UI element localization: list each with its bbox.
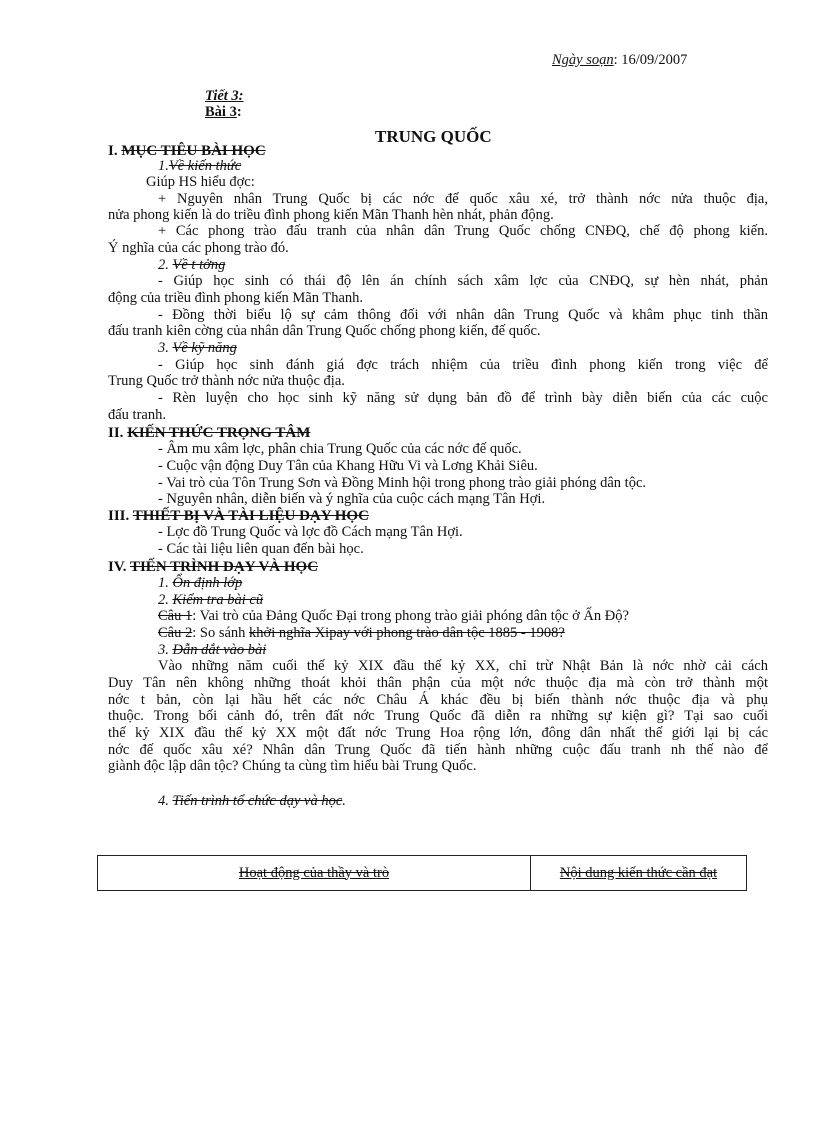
intro-paragraph-line: nớc đế quốc xâu xé? Nhân dân Trung Quốc đã tiến hành những cuộc đấu tranh nh thế nào để bbox=[108, 742, 768, 758]
s1-sub1-title: Về kiến thức bbox=[168, 158, 242, 174]
s4-sub4-end: . bbox=[342, 793, 346, 809]
table-col-teacher-student bbox=[98, 856, 531, 890]
lesson-bai bbox=[205, 104, 242, 121]
table-col1-label: Hoạt động của thầy và trò bbox=[238, 864, 390, 881]
s4-sub4-title: Tiến trình tổ chức dạy và học bbox=[172, 793, 343, 809]
s2-item: - Nguyên nhân, diễn biến và ý nghĩa của cuộc cách mạng Tân Hợi. bbox=[158, 491, 546, 507]
s1-p1a: + Nguyên nhân Trung Quốc bị các nớc đế quốc xâu xé, trở thành nớc nửa thuộc địa, bbox=[158, 191, 768, 207]
s4-sub2-title: Kiểm tra bài cũ bbox=[172, 592, 264, 608]
section-3-number: III. bbox=[108, 508, 133, 524]
s1-sub2-num: 2. bbox=[158, 257, 173, 273]
section-1-title: MỤC TIÊU BÀI HỌC bbox=[121, 143, 266, 159]
s1-p2b: Ý nghĩa của các phong trào đó. bbox=[108, 240, 289, 256]
section-4-title: TIẾN TRÌNH DẠY VÀ HỌC bbox=[129, 559, 319, 575]
s1-p6a: - Rèn luyện cho học sinh kỹ năng sử dụng bản đồ để trình bày diễn biến của các cuộc bbox=[158, 390, 768, 406]
intro-paragraph-line: Duy Tân nên không những thoát khỏi thân phận của một nớc thuộc địa mà còn trở thành một bbox=[108, 675, 768, 691]
intro-paragraph-line: nớc t bản, còn lại hầu hết các nớc Châu Á khác đều bị biến thành nớc thuộc địa và phụ bbox=[108, 692, 768, 708]
s1-sub3-title: Về kỹ năng bbox=[172, 340, 237, 356]
s1-p4a: - Đồng thời biểu lộ sự cảm thông đối với nhân dân Trung Quốc và khâm phục tinh thần bbox=[158, 307, 768, 323]
s1-p2a: + Các phong trào đấu tranh của nhân dân Trung Quốc chống CNĐQ, chế độ phong kiến. bbox=[158, 223, 768, 239]
s1-sub2 bbox=[158, 257, 225, 274]
s2-item: - Âm mu xâm lợc, phân chia Trung Quốc của các nớc đế quốc. bbox=[158, 441, 522, 457]
question-2-text: : So sánh bbox=[192, 625, 250, 641]
s1-p3b: động của triều đình phong kiến Mãn Thanh. bbox=[108, 290, 364, 306]
s1-p3a: - Giúp học sinh có thái độ lên án chính sách xâm lợc của CNĐQ, sự hèn nhát, phản bbox=[158, 273, 768, 289]
question-1-label: Câu 1 bbox=[158, 608, 193, 624]
s1-p5b: Trung Quốc trở thành nớc nửa thuộc địa. bbox=[108, 373, 345, 389]
s2-item: - Vai trò của Tôn Trung Sơn và Đồng Minh hội trong phong trào giải phóng dân tộc. bbox=[158, 475, 647, 491]
section-2-number: II. bbox=[108, 425, 128, 441]
section-4-number: IV. bbox=[108, 559, 130, 575]
s4-sub4 bbox=[158, 793, 346, 810]
question-1 bbox=[158, 608, 629, 625]
table-col2-label: Nội dung kiến thức cần đạt bbox=[559, 864, 718, 881]
question-1-text: : Vai trò của Đảng Quốc Đại trong phong trào giải phóng dân tộc ở Ấn Độ? bbox=[192, 608, 629, 624]
section-2-title: KIẾN THỨC TRỌNG TÂM bbox=[127, 425, 311, 441]
s4-sub3-num: 3. bbox=[158, 642, 173, 658]
s3-item: - Các tài liệu liên quan đến bài học. bbox=[158, 541, 364, 557]
table-col-knowledge bbox=[531, 856, 746, 890]
intro-paragraph-line: Vào những năm cuối thế kỷ XIX đầu thế kỷ XX, chỉ trừ Nhật Bản là nớc nhờ cải cách bbox=[158, 658, 768, 674]
s4-sub3-title: Dẫn dắt vào bài bbox=[172, 642, 267, 658]
question-2-label: Câu 2 bbox=[158, 625, 193, 641]
date-label: Ngày soạn bbox=[552, 52, 614, 68]
lesson-bai-label: Bài 3 bbox=[205, 104, 237, 120]
s1-p6b: đấu tranh. bbox=[108, 407, 166, 423]
question-2 bbox=[158, 625, 565, 642]
s1-sub2-title: Về t tởng bbox=[172, 257, 226, 273]
s4-sub2 bbox=[158, 592, 263, 609]
lesson-bai-colon: : bbox=[236, 104, 242, 120]
s1-sub3 bbox=[158, 340, 237, 357]
section-4-heading bbox=[108, 559, 318, 576]
s4-sub1-num: 1. bbox=[158, 575, 173, 591]
intro-paragraph-line: giành độc lập dân tộc? Chúng ta cùng tìm hiểu bài Trung Quốc. bbox=[108, 758, 477, 774]
question-2-struck: khởi nghĩa Xipay với phong trào dân tộc 1885 - 1908? bbox=[249, 625, 565, 641]
section-1-number: I. bbox=[108, 143, 122, 159]
s2-item: - Cuộc vận động Duy Tân của Khang Hữu Vi và Lơng Khải Siêu. bbox=[158, 458, 538, 474]
section-2-heading bbox=[108, 425, 310, 442]
s4-sub3 bbox=[158, 642, 266, 659]
s1-sub1 bbox=[158, 158, 241, 175]
s1-sub1-num: 1. bbox=[158, 158, 169, 174]
date-line bbox=[552, 52, 687, 69]
section-3-title: THIẾT BỊ VÀ TÀI LIỆU DẠY HỌC bbox=[132, 508, 369, 524]
s3-item: - Lợc đồ Trung Quốc và lợc đồ Cách mạng Tân Hợi. bbox=[158, 524, 463, 540]
section-3-heading bbox=[108, 508, 369, 525]
s1-p4b: đấu tranh kiên cờng của nhân dân Trung Quốc chống phong kiến, đế quốc. bbox=[108, 323, 541, 339]
lesson-number: Tiết 3: bbox=[205, 88, 244, 104]
activity-table-header bbox=[97, 855, 747, 891]
s1-sub3-num: 3. bbox=[158, 340, 173, 356]
intro-paragraph-line: thuộc. Trong bối cảnh đó, trên đất nớc Trung Quốc đã diễn ra những sự kiện gì? Tại sao cuối bbox=[108, 708, 768, 724]
s1-p1b: nửa phong kiến là do triều đình phong kiến Mãn Thanh hèn nhát, phản động. bbox=[108, 207, 554, 223]
s1-intro: Giúp HS hiểu đợc: bbox=[146, 174, 255, 190]
date-value: : 16/09/2007 bbox=[613, 52, 688, 68]
s4-sub1-title: Ổn định lớp bbox=[172, 575, 243, 591]
intro-paragraph-line: thế kỷ XIX đầu thế kỷ XX một đất nớc Trung Hoa rộng lớn, đông dân nhất thế giới lại bị các bbox=[108, 725, 768, 741]
s4-sub1 bbox=[158, 575, 242, 592]
s4-sub2-num: 2. bbox=[158, 592, 173, 608]
s1-p5a: - Giúp học sinh đánh giá đợc trách nhiệm của triều đình phong kiến trong việc để bbox=[158, 357, 768, 373]
page-title: TRUNG QUỐC bbox=[375, 127, 492, 146]
s4-sub4-num: 4. bbox=[158, 793, 173, 809]
